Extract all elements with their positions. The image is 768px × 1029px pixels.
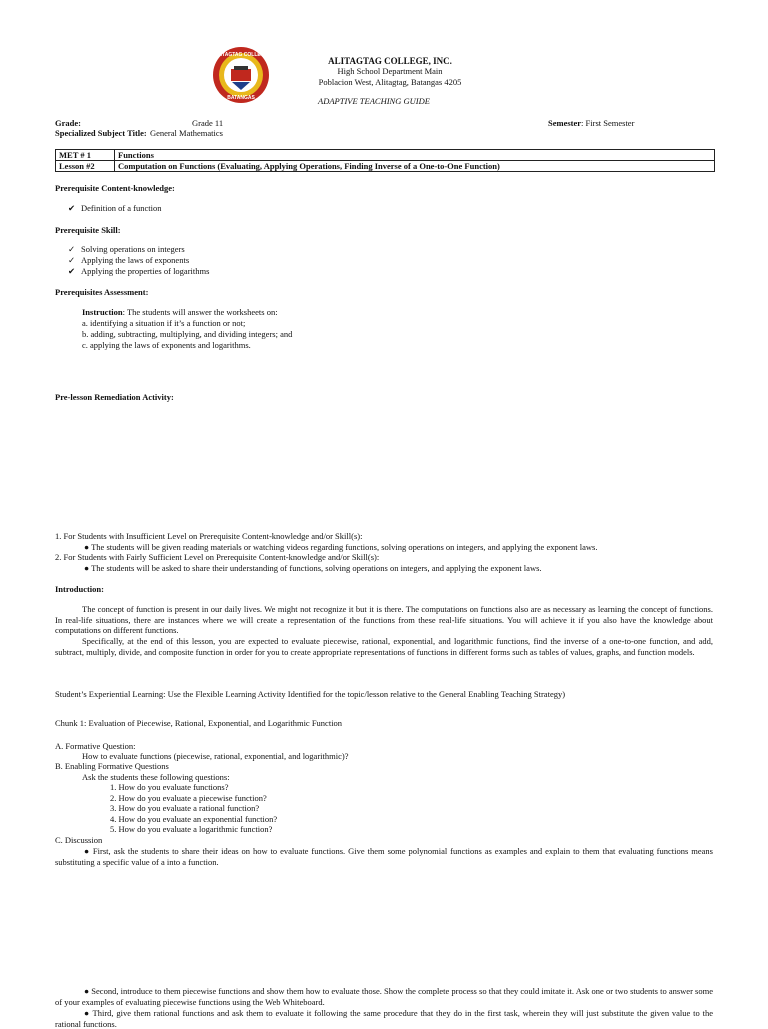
department: High School Department Main [337,66,443,76]
grade-value: Grade 11 [192,118,224,128]
met-row [56,150,714,161]
lesson-row [56,161,714,171]
lesson-label: Lesson #2 [56,161,115,171]
guide-title: ADAPTIVE TEACHING GUIDE [318,96,430,106]
introduction-paragraph-2: Specifically, at the end of this lesson, you are expected to evaluate piecewise, rational, exponential, and logarithmic functions, find the inverse of a one-to-one function, and add, subtract, multiply, divide, and composite function in order for you to create appropriate representations of functions in different forms such as tables of values, graphs, and function models. [55,636,713,657]
chunk-title: Chunk 1: Evaluation of Piecewise, Rational, Exponential, and Logarithmic Function [55,718,343,728]
assessment-item: b. adding, subtracting, multiplying, and dividing integers; and [82,329,293,339]
school-name: ALITAGTAG COLLEGE, INC. [328,56,452,66]
semester-field [548,118,634,129]
formative-question-text: How to evaluate functions (piecewise, rational, exponential, and logarithmic)? [82,751,349,761]
subject-value: General Mathematics [150,128,223,138]
enabling-questions-intro: Ask the students these following questions: [82,772,230,782]
seal-bottom-text: BATANGAS [227,95,255,101]
lesson-value: Computation on Functions (Evaluating, Applying Operations, Finding Inverse of a One-to-One Function) [118,161,500,171]
met-value: Functions [118,150,154,160]
prereq-content-heading: Prerequisite Content-knowledge: [55,183,175,193]
semester-value: : First Semester [581,118,635,128]
introduction-paragraph-1: The concept of function is present in our daily lives. We might not recognize it but it is there. The computations on functions also are as necessary as learning the concept of functions. In real-life situations, there are instances where we will create a representation of the functions from these real-life situations. You will achieve it if you also have the knowledge about computations on different functions. [55,604,713,636]
address: Poblacion West, Alitagtag, Batangas 4205 [318,77,462,87]
subject-label: Specialized Subject Title: [55,128,147,138]
discussion-third: ● Third, give them rational functions and ask them to evaluate it following the same procedure that they do in the first task, wherein they will just substitute the given value to the rational functions. [55,1008,713,1029]
enabling-question: 4. How do you evaluate an exponential function? [110,814,278,824]
remediation-item-1: 1. For Students with Insufficient Level on Prerequisite Content-knowledge and/or Skill(s): [55,531,363,541]
assessment-item: c. applying the laws of exponents and logarithms. [82,340,251,350]
prereq-skill-heading: Prerequisite Skill: [55,225,121,235]
instruction-label: Instruction [82,307,123,317]
instruction-text: : The students will answer the worksheets on: [122,307,278,317]
remediation-item-1-detail: ● The students will be given reading materials or watching videos regarding functions, solving operations on integers, and applying the exponent laws. [84,542,598,552]
grade-label: Grade: [55,118,81,128]
prereq-assessment-heading: Prerequisites Assessment: [55,287,149,297]
enabling-question: 1. How do you evaluate functions? [110,782,229,792]
school-seal-logo [212,46,270,104]
checkmark-outline-icon: ✓ [68,244,76,254]
introduction-heading: Introduction: [55,584,104,594]
checklist-item: ✓ Solving operations on integers [68,244,185,254]
enabling-question: 3. How do you evaluate a rational function? [110,803,260,813]
discussion-first: ● First, ask the students to share their ideas on how to evaluate functions. Give them some polynomial functions as examples and explain to them that evaluating functions means substituting a specific value of a into a function. [55,846,713,867]
discussion-second: ● Second, introduce to them piecewise functions and show them how to evaluate those. Show the complete process so that they could imitate it. Ask one or two students to answer some of your examples of evaluating piecewise functions using the Web Whiteboard. [55,986,713,1007]
enabling-questions-label: B. Enabling Formative Questions [55,761,169,771]
remediation-item-2: 2. For Students with Fairly Sufficient Level on Prerequisite Content-knowledge and/or Skill(s): [55,552,380,562]
experiential-learning-note: Student’s Experiential Learning: Use the Flexible Learning Activity Identified for the topic/lesson relative to the General Enabling Teaching Strategy) [55,689,566,699]
discussion-label: C. Discussion [55,835,103,845]
met-label: MET # 1 [56,150,115,160]
instruction-line [82,307,278,318]
formative-question-label: A. Formative Question: [55,741,136,751]
checkmark-outline-icon: ✓ [68,255,76,265]
checkmark-icon: ✔ [68,266,76,276]
enabling-question: 5. How do you evaluate a logarithmic function? [110,824,273,834]
seal-top-text: ALITAGTAG COLLEGE [214,52,268,58]
checklist-item: ✔ Definition of a function [68,203,162,213]
remediation-heading: Pre-lesson Remediation Activity: [55,392,174,402]
enabling-question: 2. How do you evaluate a piecewise function? [110,793,267,803]
checklist-item: ✓ Applying the laws of exponents [68,255,190,265]
assessment-item: a. identifying a situation if it’s a function or not; [82,318,246,328]
checklist-item: ✔ Applying the properties of logarithms [68,266,210,276]
met-table [55,149,715,172]
checkmark-icon: ✔ [68,203,76,213]
remediation-item-2-detail: ● The students will be asked to share their understanding of functions, solving operations on integers, and applying the exponent laws. [84,563,542,573]
semester-label: Semester [548,118,582,128]
